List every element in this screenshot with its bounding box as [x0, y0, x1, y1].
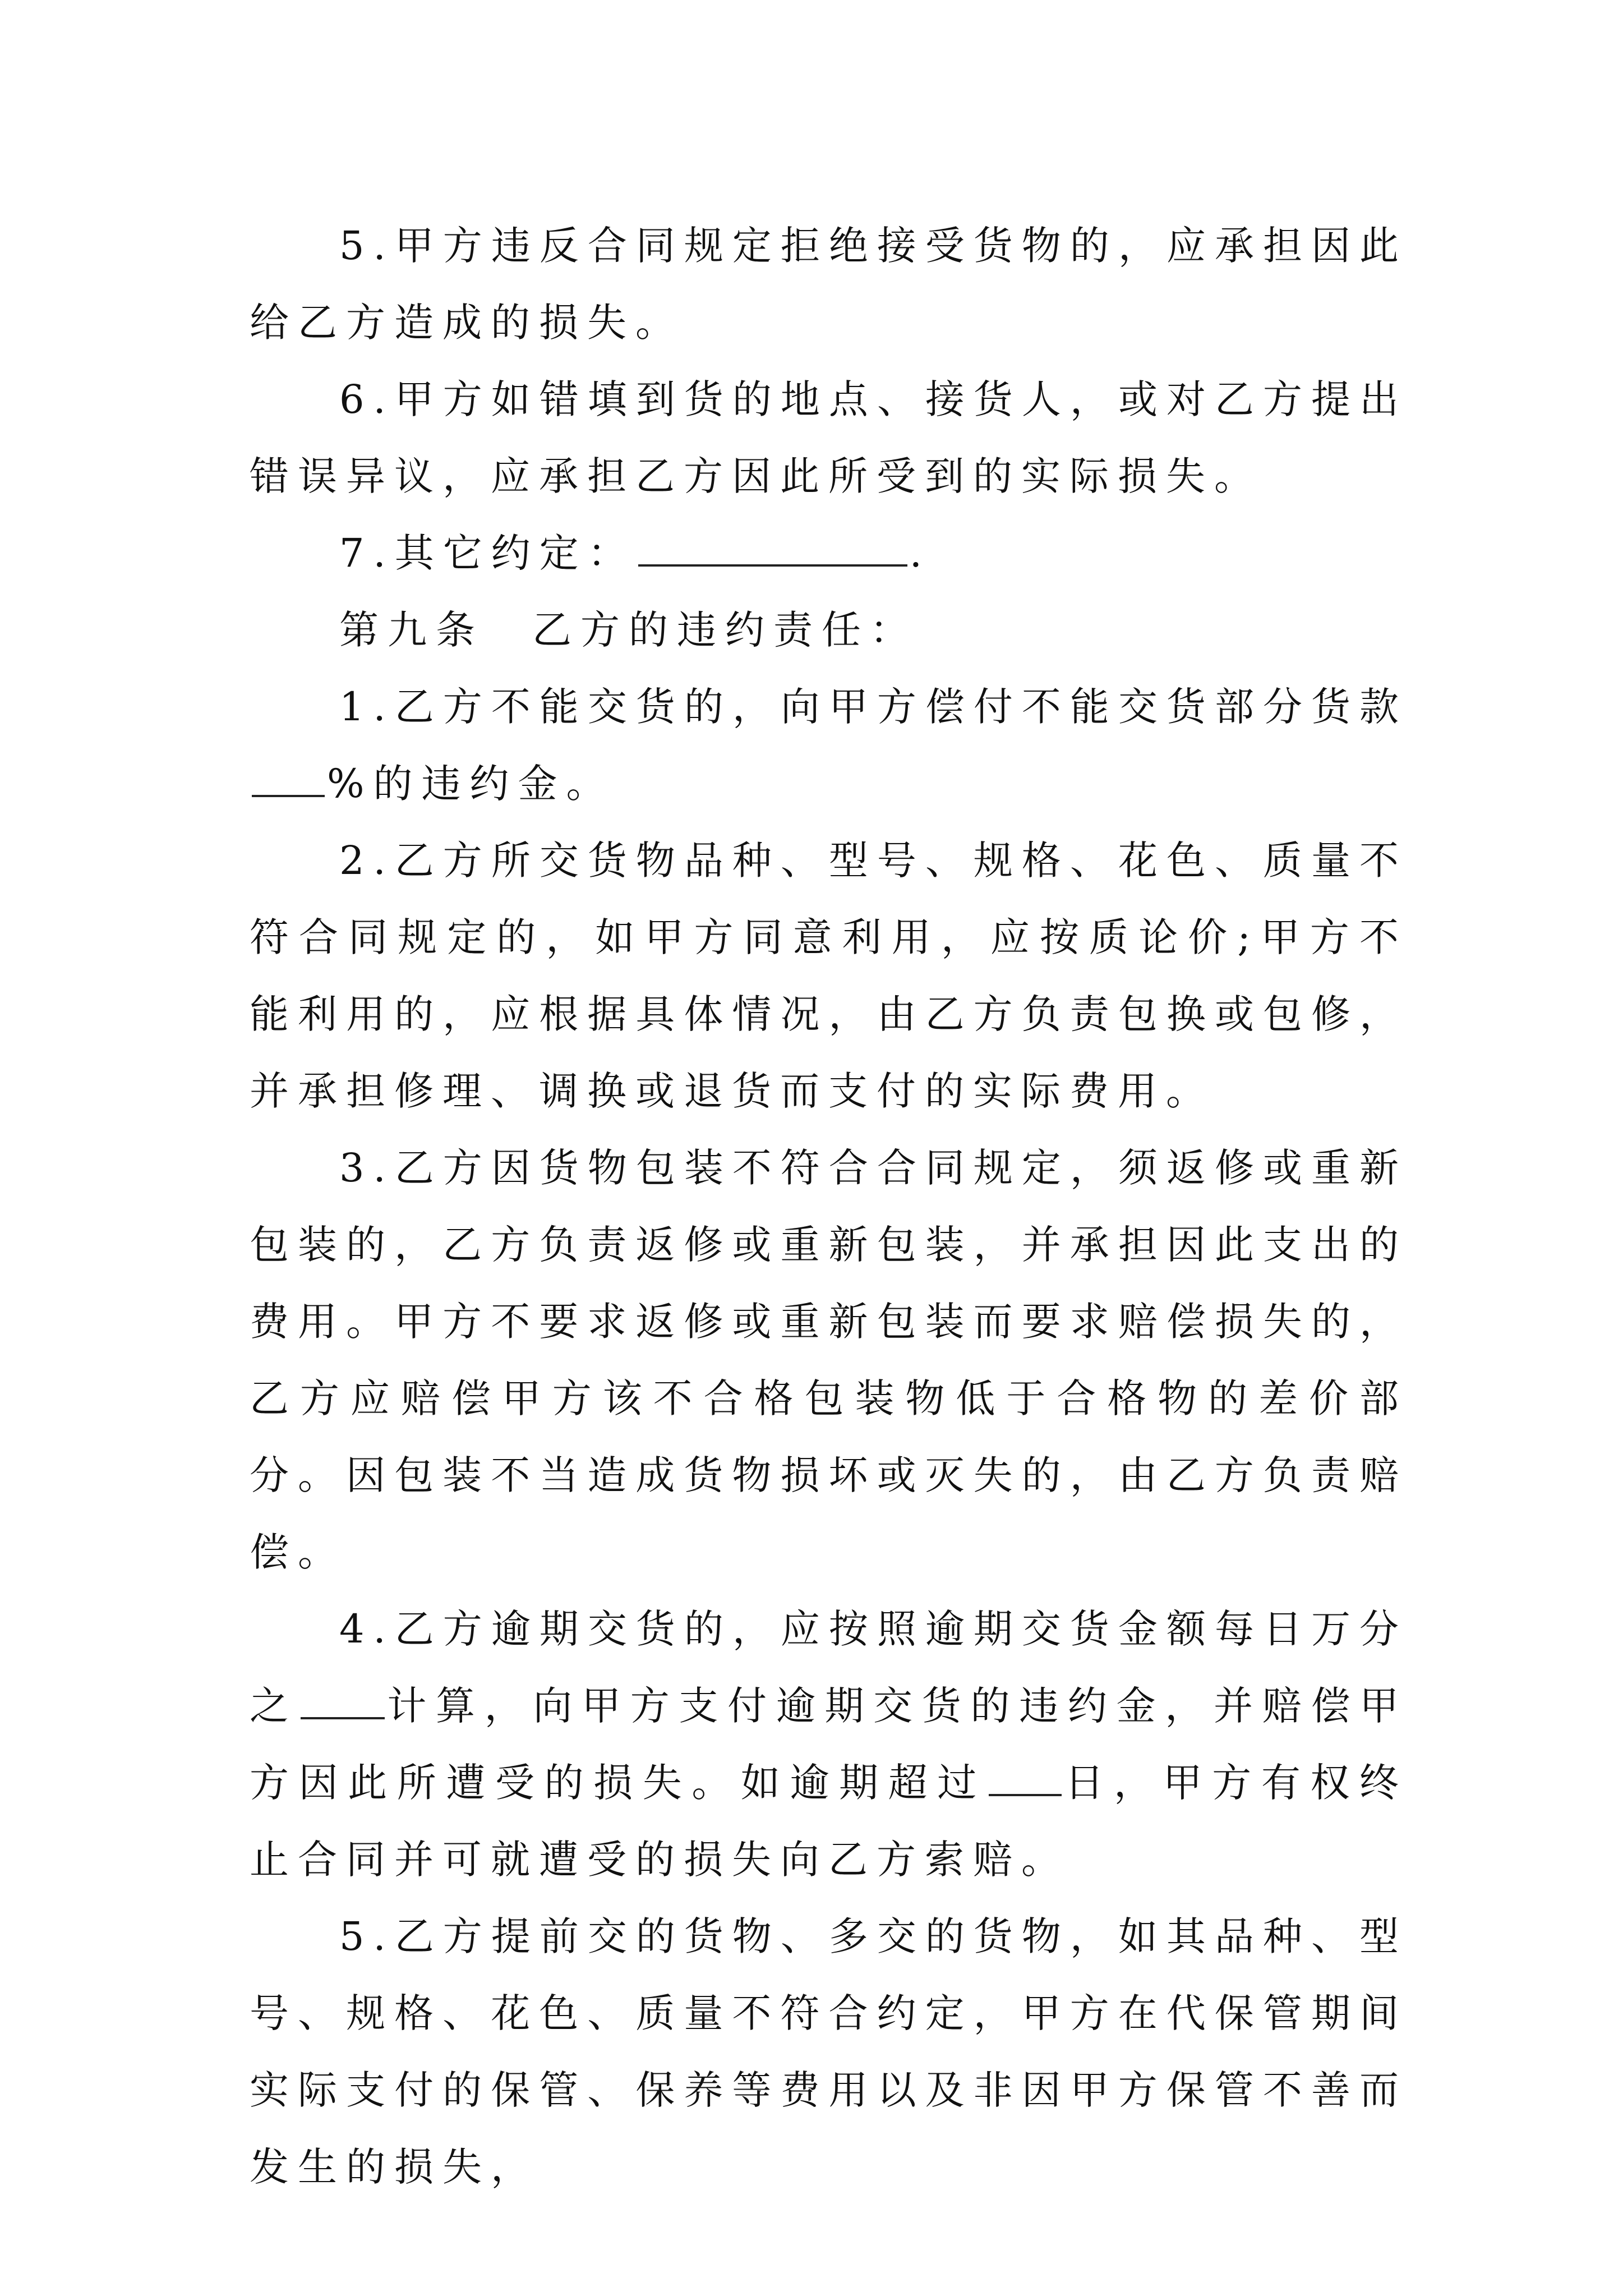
clause-seller-2: 2.乙方所交货物品种、型号、规格、花色、质量不符合同规定的，如甲方同意利用，应按质论价;甲方不能利用的，应根据具体情况，由乙方负责包换或包修，并承担修理、调换或退货而支付的实际费用。	[250, 838, 1408, 1114]
clause-seller-1-text: 1.乙方不能交货的，向甲方偿付不能交货部分货款	[339, 684, 1408, 730]
clause-seller-1	[250, 669, 1408, 822]
clause-seller-4-end: 日，甲方有权终止合同并可就遭受的损失向乙方索赔。	[250, 1760, 1408, 1883]
contract-body	[250, 208, 1408, 2206]
clause-seller-4-text: 4.乙方逾期交货的，应按照逾期交货金额每日万分之	[250, 1606, 1408, 1729]
clause-seller-1-end: %的违约金。	[327, 761, 615, 807]
clause-seller-5: 5.乙方提前交的货物、多交的货物，如其品种、型号、规格、花色、质量不符合约定，甲方在代保管期间实际支付的保管、保养等费用以及非因甲方保管不善而发生的损失，	[250, 1913, 1408, 2190]
clause-seller-4	[250, 1591, 1408, 1898]
other-agreement-blank	[638, 530, 907, 567]
overdue-days-blank	[989, 1759, 1062, 1796]
penalty-percent-blank	[252, 760, 325, 797]
clause-buyer-7-end: .	[909, 530, 932, 576]
clause-buyer-7	[250, 515, 1408, 592]
article-9-heading: 第九条 乙方的违约责任：	[339, 607, 918, 653]
clause-buyer-5: 5.甲方违反合同规定拒绝接受货物的，应承担因此给乙方造成的损失。	[250, 223, 1408, 346]
clause-buyer-7-label: 7.其它约定：	[339, 530, 636, 576]
clause-buyer-6: 6.甲方如错填到货的地点、接货人，或对乙方提出错误异议，应承担乙方因此所受到的实际损失。	[250, 376, 1408, 499]
clause-seller-3: 3.乙方因货物包装不符合合同规定，须返修或重新包装的，乙方负责返修或重新包装，并承担因此支出的费用。甲方不要求返修或重新包装而要求赔偿损失的，乙方应赔偿甲方该不合格包装物低于合格物的差价部分。因包装不当造成货物损坏或灭失的，由乙方负责赔偿。	[250, 1145, 1408, 1575]
clause-seller-4-middle: 计算，向甲方支付逾期交货的违约金，并赔偿甲方因此所遭受的损失。如逾期超过	[250, 1683, 1408, 1806]
daily-rate-blank	[301, 1682, 385, 1719]
